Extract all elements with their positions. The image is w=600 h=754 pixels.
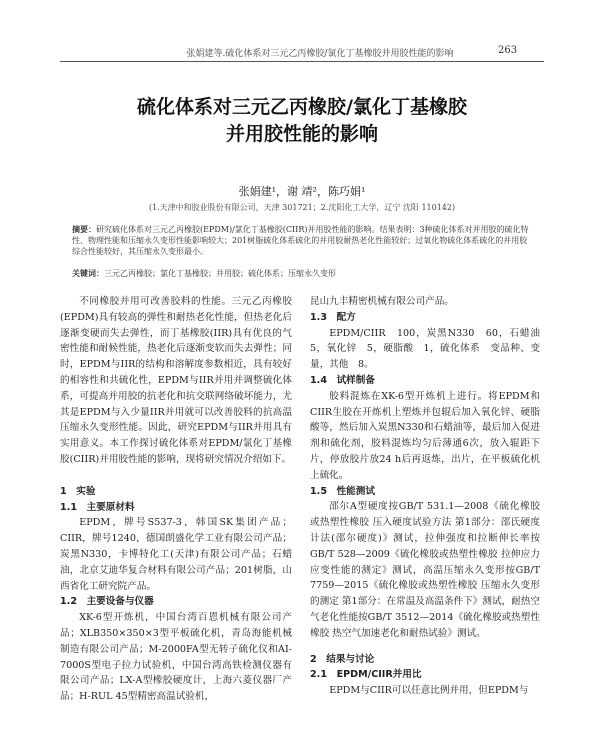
- subsection-materials: 1.1 主要原材料: [60, 501, 135, 513]
- header-rule: [60, 61, 544, 62]
- intro-paragraph: 不同橡胶并用可改善胶料的性能。三元乙丙橡胶(EPDM)具有较高的弹性和耐热老化性能，但热老化后逐渐变硬而失去弹性，而丁基橡胶(IIR)具有优良的气密性能和耐候性能，热老化后逐渐变软而失去弹性；同时，EPDM与IIR的结构和溶解度参数相近，具有较好的相容性和共硫化性，EPDM与IIR并用并调整硫化体系，可提高并用胶的抗老化和抗交联网络破坏能力，尤其是EPDM与入少量IIR并用就可以改善胶料的抗高温压缩永久变形性能。因此，研究EPDM与IIR并用具有实用意义。本工作探讨硫化体系对EPDM/氯化丁基橡胶(CIIR)并用胶性能的影响，现将研究情况介绍如下。: [60, 296, 292, 465]
- subsection-equipment: 1.2 主要设备与仪器: [60, 596, 154, 608]
- equipment-paragraph: XK-6型开炼机，中国台湾百恩机械有限公司产品；XLB350×350×3型平板硫化机，青岛海能机械制造有限公司产品；M-2000FA型无转子硫化仪和AI-7000S型电子拉力试验机，中国台湾高铁检测仪器有限公司产品；LX-A型橡胶硬度计，上海六菱仪器厂产品；H-RUL 45型精密高温试验机，: [60, 612, 292, 703]
- materials-paragraph: EPDM，牌号S537-3，韩国SK集团产品；CIIR，牌号1240，德国朗盛化学工业有限公司产品；炭黑N330，卡博特化工(天津)有限公司产品；石蜡油，北京艾迪华复合材料有限公司产品；201树脂，山西省化工研究院产品。: [60, 517, 292, 592]
- left-column: [60, 294, 292, 705]
- results-paragraph: EPDM与CIIR可以任意比例并用，但EPDM与: [329, 685, 529, 697]
- abstract: [72, 224, 532, 257]
- abstract-label: 摘要：: [72, 225, 96, 234]
- page-number: 263: [498, 45, 518, 56]
- title-line-1: 硫化体系对三元乙丙橡胶/氯化丁基橡胶: [137, 96, 467, 118]
- right-column: [310, 294, 550, 699]
- authors: 张娟建¹，谢 靖²，陈巧娟¹: [238, 185, 366, 198]
- subsection-blend-ratio: 2.1 EPDM/CIIR并用比: [310, 669, 422, 681]
- abstract-text: 研究硫化体系对三元乙丙橡胶(EPDM)/氯化丁基橡胶(CIIR)并用胶性能的影响。结果表明：3种硫化体系对并用胶的硫化特性、物理性能和压缩永久变形性能影响较大；201树脂硫化体系硫化的并用胶耐热老化性能较好；过氧化物硫化体系硫化的并用胶综合性能较好，其压缩永久变形最小。: [72, 225, 529, 256]
- subsection-formula: 1.3 配方: [310, 311, 356, 323]
- subsection-tests: 1.5 性能测试: [310, 485, 375, 497]
- keywords-text: 三元乙丙橡胶；氯化丁基橡胶；并用胶；硫化体系；压缩永久变形: [104, 269, 336, 278]
- formula-paragraph: EPDM/CIIR 100，炭黑N330 60，石蜡油 5，氧化锌 5，硬脂酸 1，硫化体系 变品种、变量，其他 8。: [310, 327, 550, 371]
- subsection-sample-prep: 1.4 试样制备: [310, 374, 375, 386]
- paper-title: [60, 94, 544, 148]
- affiliation: (1.天津中和胶业股份有限公司，天津 301721；2.沈阳化工大学，辽宁 沈阳 110142): [148, 203, 456, 212]
- running-head: [0, 0, 600, 70]
- prep-paragraph: 胶料混炼在XK-6型开炼机上进行。将EPDM和CIIR生胶在开炼机上塑炼并包辊后加入氧化锌、硬脂酸等，然后加入炭黑N330和石蜡油等，最后加入促进剂和硫化剂，胶料混炼均匀后薄通6次，放入辊距下片，停放胶片放24 h后再返炼，出片，在平板硫化机上硫化。: [310, 390, 540, 481]
- running-head-title: 张娟建等.硫化体系对三元乙丙橡胶/氯化丁基橡胶并用胶性能的影响: [186, 49, 454, 59]
- keywords-label: 关键词：: [72, 269, 104, 278]
- tests-paragraph: 邵尔A型硬度按GB/T 531.1—2008《硫化橡胶或热塑性橡胶 压入硬度试验方法 第1部分：邵氏硬度计法(邵尔硬度)》测试，拉伸强度和拉断伸长率按GB/T 528—2009《硫化橡胶或热塑性橡胶 拉伸应力应变性能的测定》测试，高温压缩永久变形按GB/T 7759—2015《硫化橡胶或热塑性橡胶 压缩永久变形的测定 第1部分：在常温及高温条件下》测试，耐热空气老化性能按GB/T 3512—2014《硫化橡胶或热塑性橡胶 热空气加速老化和耐热试验》测试。: [310, 501, 540, 639]
- keywords: [72, 268, 532, 279]
- section-heading-experiment: 1 实验: [60, 485, 96, 497]
- title-line-2: 并用胶性能的影响: [225, 123, 378, 145]
- equipment-end: 昆山九丰精密机械有限公司产品。: [310, 296, 454, 307]
- section-heading-results: 2 结果与讨论: [310, 653, 375, 665]
